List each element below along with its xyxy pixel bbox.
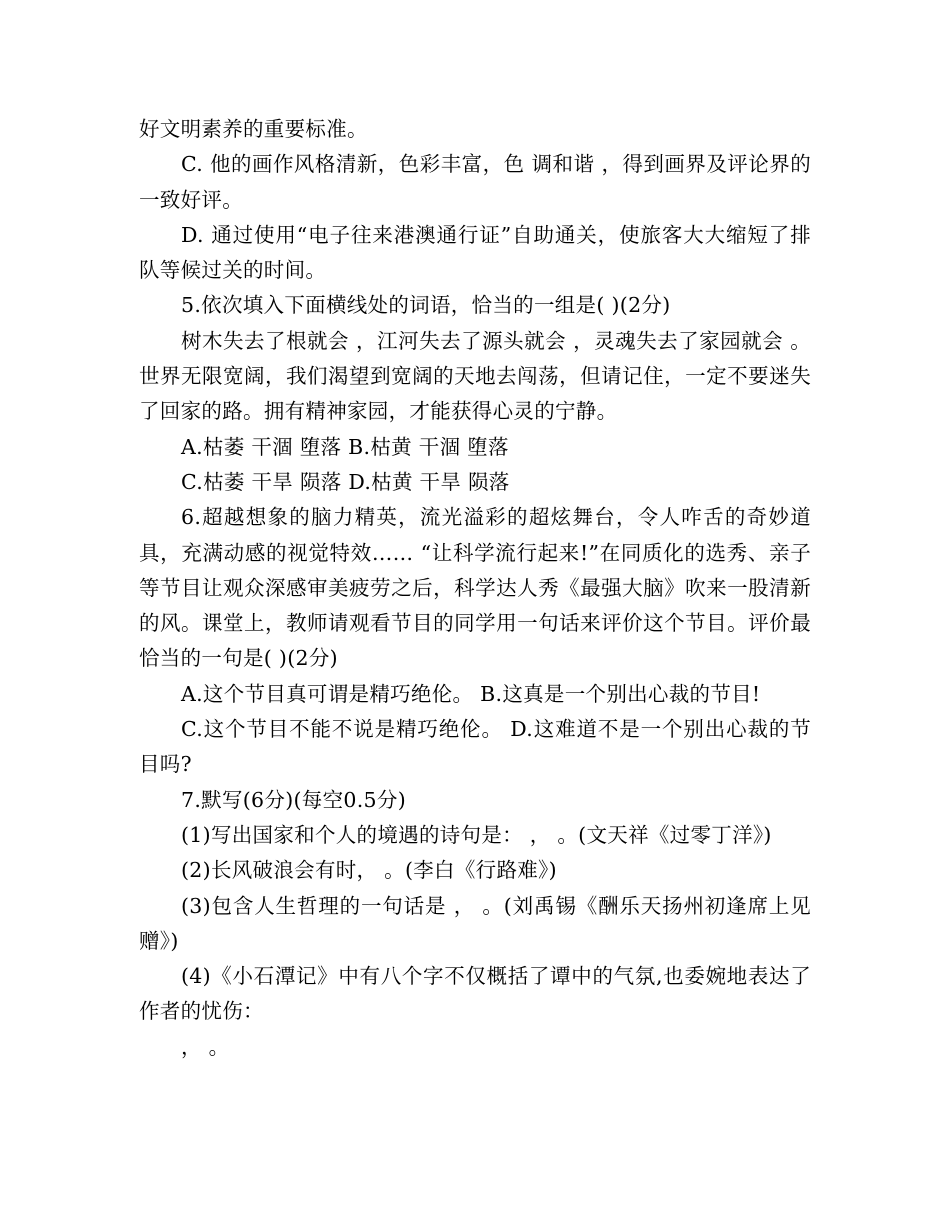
question-7-item-1: (1)写出国家和个人的境遇的诗句是： ， 。(文天祥《过零丁洋》) bbox=[181, 822, 772, 847]
question-7-heading: 7.默写(6分)(每空0.5分) bbox=[181, 787, 406, 812]
question-5-options-ab: A.枯萎 干涸 堕落 B.枯黄 干涸 堕落 bbox=[181, 434, 509, 459]
paragraph: 好文明素养的重要标准。 bbox=[139, 117, 368, 141]
question-7-item-4-blanks: ， 。 bbox=[181, 1034, 230, 1059]
question-6-options-ab: A.这个节目真可谓是精巧绝伦。 B.这真是一个别出心裁的节目! bbox=[181, 681, 761, 706]
document-body bbox=[139, 112, 811, 1065]
question-5-passage: 树木失去了根就会 ，江河失去了源头就会 ，灵魂失去了家园就会 。世界无限宽阔，我们渴望到宽阔的天地去闯荡，但请记住，一定不要迷失了回家的路。拥有精神家园，才能获得心灵的宁静。 bbox=[139, 328, 811, 424]
question-5-heading: 5.依次填入下面横线处的词语，恰当的一组是( )(2分) bbox=[181, 293, 671, 318]
question-6-options-cd: C.这个节目不能不说是精巧绝伦。 D.这难道不是一个别出心裁的节目吗? bbox=[139, 717, 811, 777]
question-5-options-cd: C.枯萎 干旱 陨落 D.枯黄 干旱 陨落 bbox=[181, 469, 510, 494]
option-d-paragraph: D. 通过使用“电子往来港澳通行证”自助通关，使旅客大大缩短了排队等候过关的时间。 bbox=[139, 222, 811, 283]
question-6-passage: 6.超越想象的脑力精英，流光溢彩的超炫舞台，令人咋舌的奇妙道具，充满动感的视觉特效…… “让科学流行起来!”在同质化的选秀、亲子等节目让观众深感审美疲劳之后，科学达人秀《最强大脑》吹来一股清新的风。课堂上，教师请观看节目的同学用一句话来评价这个节目。评价最恰当的一句是( )(2分) bbox=[139, 505, 811, 671]
question-7-item-4: (4)《小石潭记》中有八个字不仅概括了谭中的气氛,也委婉地表达了作者的忧伤： bbox=[139, 964, 811, 1024]
question-7-item-3: (3)包含人生哲理的一句话是 ， 。(刘禹锡《酬乐天扬州初逢席上见赠》) bbox=[139, 893, 811, 953]
option-c-paragraph: C. 他的画作风格清新，色彩丰富，色 调和谐 ，得到画界及评论界的一致好评。 bbox=[139, 152, 811, 212]
question-7-item-2: (2)长风破浪会有时， 。(李白《行路难》) bbox=[181, 858, 557, 883]
